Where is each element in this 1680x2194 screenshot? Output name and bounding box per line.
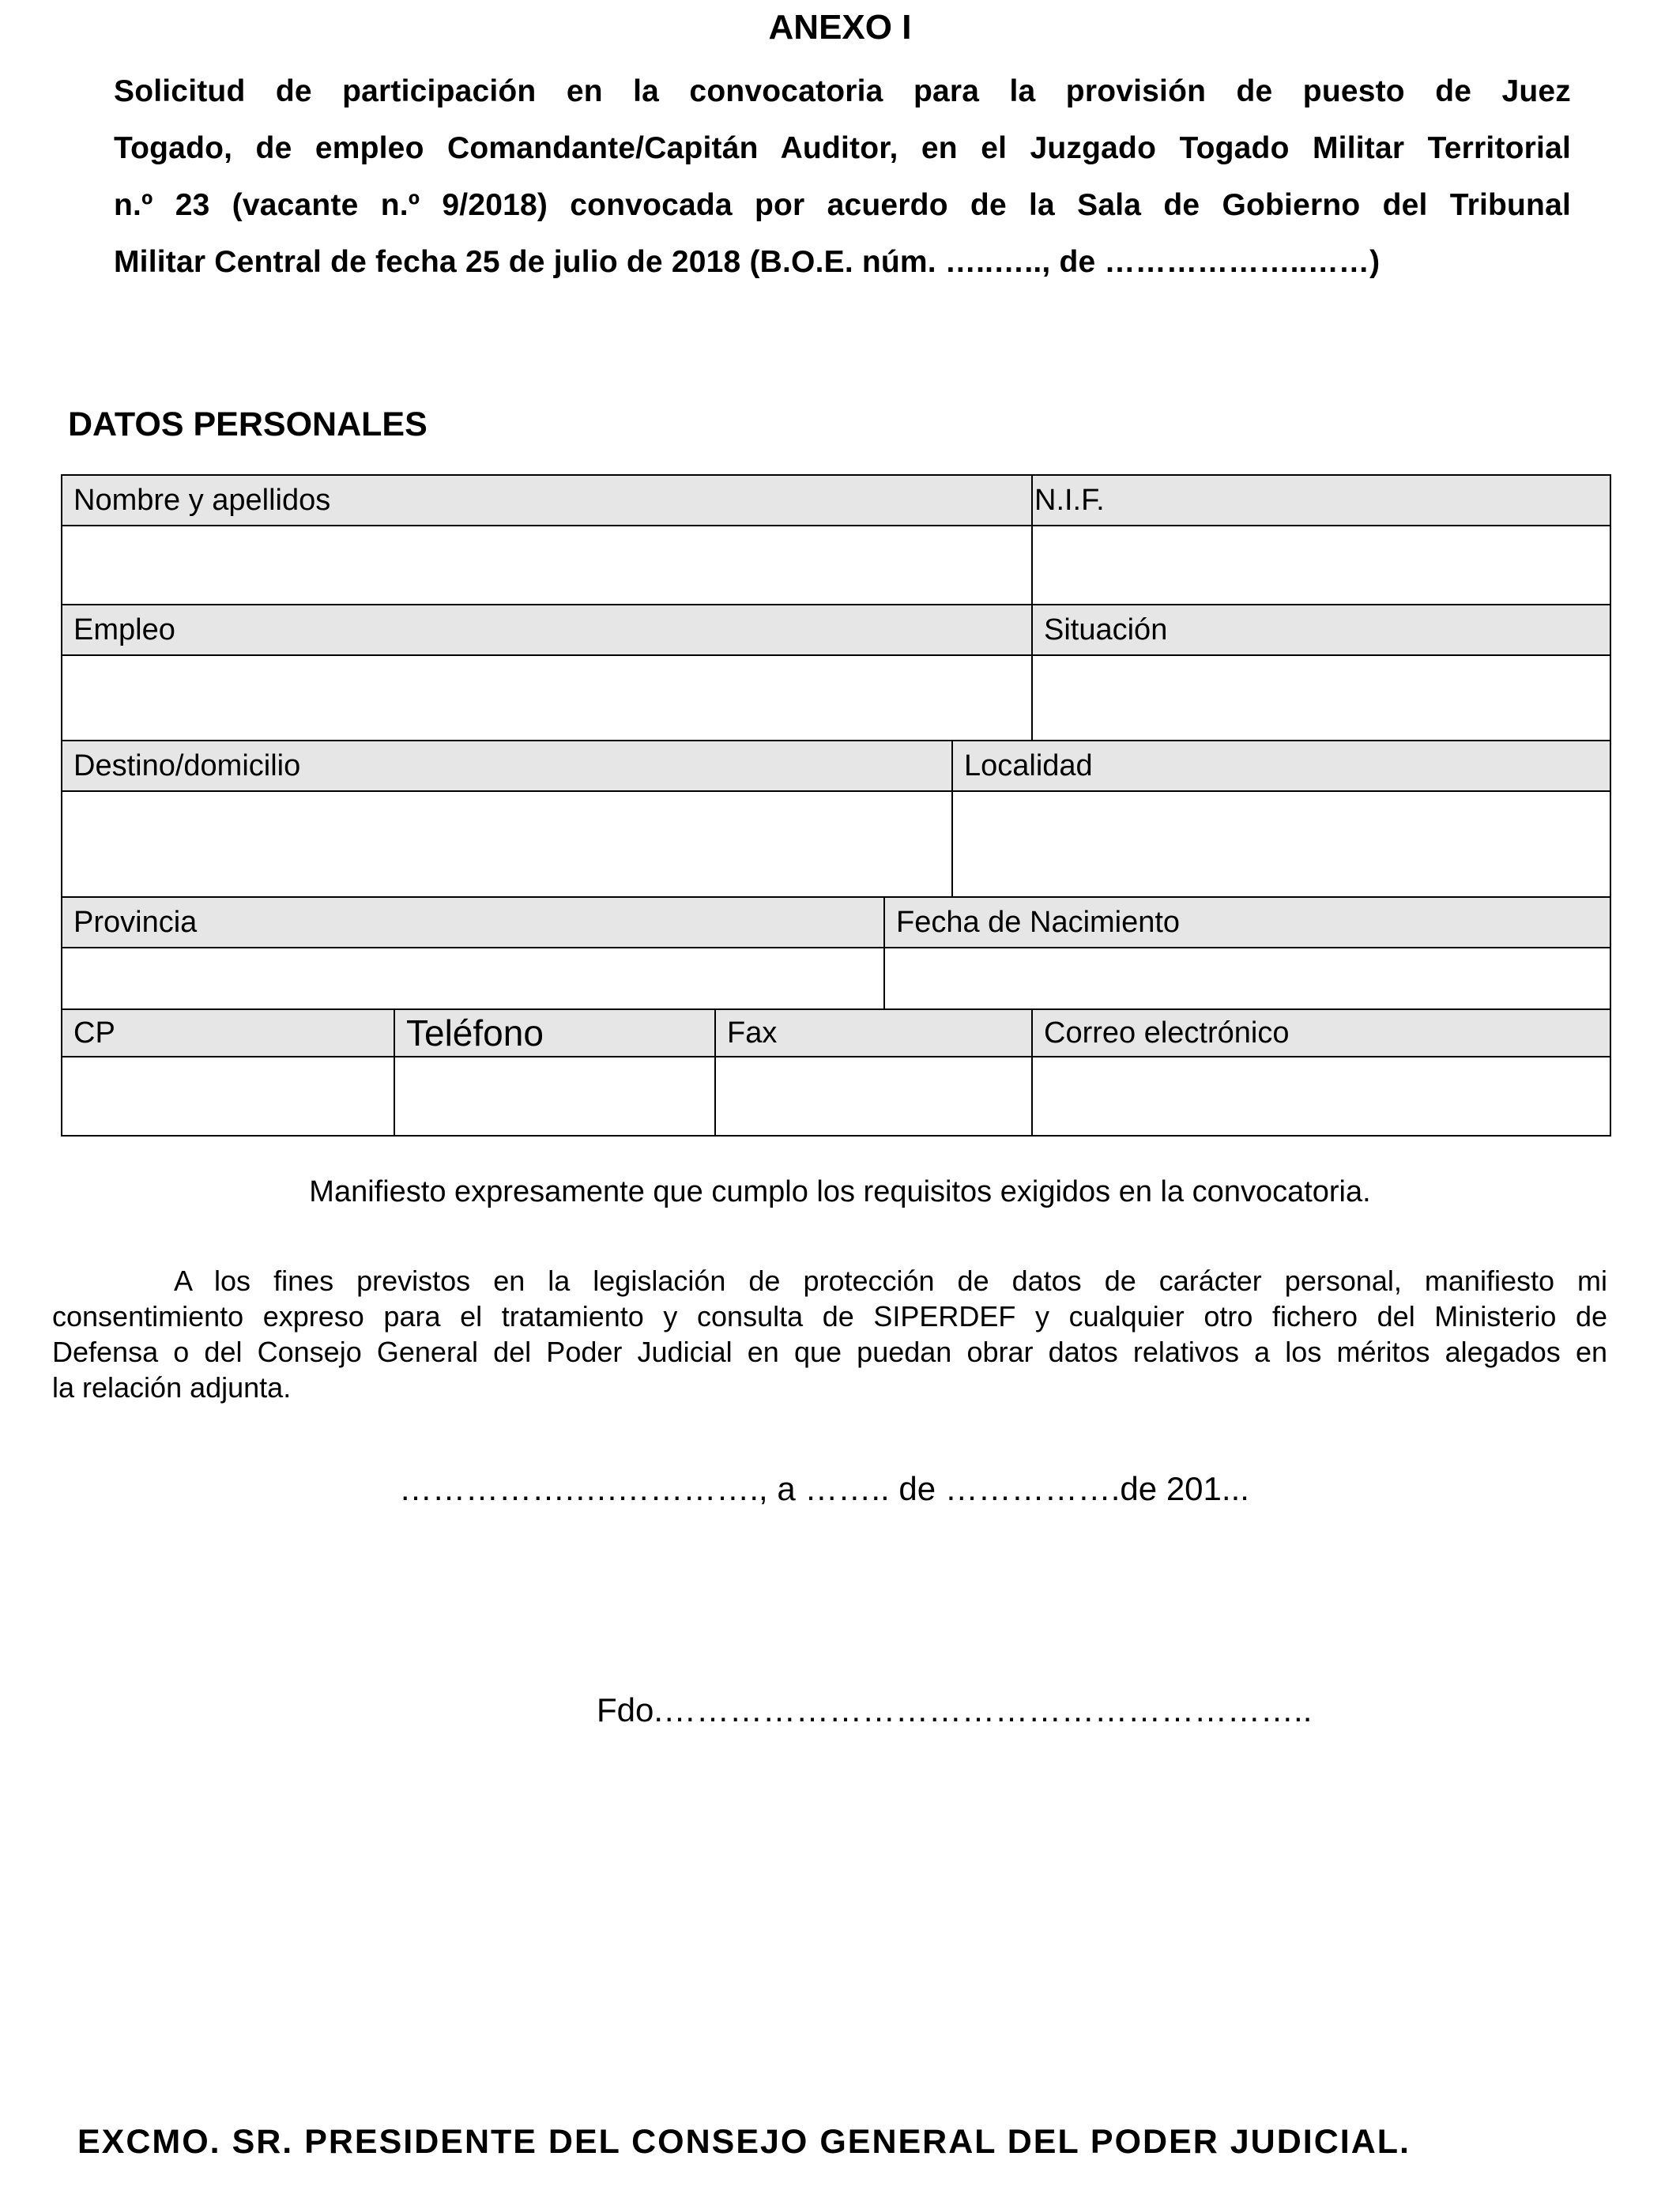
- intro-line-4: Militar Central de fecha 25 de julio de 2018 (B.O.E. núm. …..….., de ………………..……): [114, 245, 1381, 279]
- nombre-field[interactable]: [61, 525, 1033, 605]
- manifiesto-statement: Manifiesto expresamente que cumplo los requisitos exigidos en la convocatoria.: [309, 1175, 1371, 1208]
- situacion-label: Situación: [1031, 604, 1611, 656]
- empleo-label: Empleo: [61, 604, 1033, 656]
- correo-field[interactable]: [1031, 1056, 1611, 1137]
- consent-line-3: Defensa o del Consejo General del Poder Judicial en que puedan obrar datos relativos a los méritos alegados en: [52, 1336, 1607, 1368]
- cp-field[interactable]: [61, 1056, 395, 1137]
- nombre-label: Nombre y apellidos: [61, 474, 1033, 526]
- fax-field[interactable]: [714, 1056, 1033, 1137]
- intro-line-3: n.º 23 (vacante n.º 9/2018) convocada por acuerdo de la Sala de Gobierno del Tribunal: [114, 188, 1571, 222]
- correo-label: Correo electrónico: [1031, 1008, 1611, 1057]
- destino-field[interactable]: [61, 790, 953, 898]
- intro-line-2: Togado, de empleo Comandante/Capitán Auditor, en el Juzgado Togado Militar Territorial: [114, 131, 1571, 165]
- section-title: DATOS PERSONALES: [68, 405, 428, 443]
- provincia-label: Provincia: [61, 896, 885, 948]
- cp-label: CP: [61, 1008, 395, 1057]
- consent-line-4: la relación adjunta.: [52, 1371, 292, 1404]
- provincia-field[interactable]: [61, 947, 885, 1010]
- signature-line: Fdo.…………………………………………………..: [597, 1691, 1313, 1728]
- situacion-field[interactable]: [1031, 654, 1611, 741]
- consent-line-1: A los fines previstos en la legislación de protección de datos de carácter personal, manifiesto mi: [174, 1265, 1607, 1297]
- addressee: EXCMO. SR. PRESIDENTE DEL CONSEJO GENERAL DEL PODER JUDICIAL.: [77, 2123, 1411, 2161]
- date-line: …………….….…………., a …….. de …………….de 201...: [399, 1470, 1249, 1507]
- telefono-label: Teléfono: [394, 1008, 716, 1057]
- intro-line-1: Solicitud de participación en la convocatoria para la provisión de puesto de Juez: [114, 74, 1571, 108]
- nif-field[interactable]: [1031, 525, 1611, 605]
- localidad-label: Localidad: [951, 740, 1611, 792]
- telefono-field[interactable]: [394, 1056, 716, 1137]
- fax-label: Fax: [714, 1008, 1033, 1057]
- localidad-field[interactable]: [951, 790, 1611, 898]
- consent-line-2: consentimiento expreso para el tratamiento y consulta de SIPERDEF y cualquier otro fichero del Ministerio de: [52, 1300, 1607, 1333]
- destino-label: Destino/domicilio: [61, 740, 953, 792]
- personal-data-form: [61, 474, 1611, 1137]
- nacimiento-field[interactable]: [883, 947, 1611, 1010]
- nif-label: N.I.F.: [1031, 474, 1611, 526]
- annex-title: ANEXO I: [768, 8, 912, 47]
- nacimiento-label: Fecha de Nacimiento: [883, 896, 1611, 948]
- empleo-field[interactable]: [61, 654, 1033, 741]
